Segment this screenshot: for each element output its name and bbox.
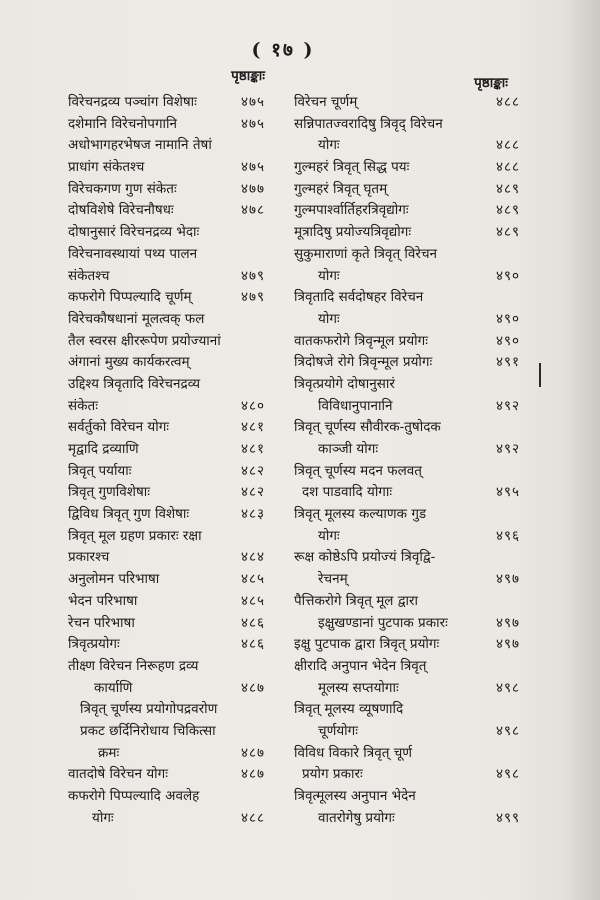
entry-line <box>68 613 265 635</box>
index-entry <box>294 374 520 417</box>
entry-continuation-line <box>68 743 265 765</box>
index-entry <box>294 92 520 114</box>
entry-title: काञ्जी योगः <box>318 441 379 457</box>
index-entry <box>68 526 265 569</box>
entry-line <box>68 200 265 222</box>
entry-page-number: ४८६ <box>240 614 265 631</box>
entry-line <box>68 764 265 786</box>
entry-title: इक्षुखण्डानां पुटपाक प्रकारः <box>318 614 448 631</box>
entry-line <box>68 222 265 244</box>
index-entry <box>294 461 520 504</box>
entry-continuation-line <box>294 482 520 504</box>
index-entry <box>68 135 265 178</box>
entry-continuation-line <box>294 135 520 157</box>
entry-page-number: ४८५ <box>240 571 265 588</box>
entry-title: क्रमः <box>98 744 120 761</box>
entry-page-number: ४९२ <box>495 397 520 414</box>
entry-page-number: ४८२ <box>240 484 265 501</box>
entry-page-number: ४८७ <box>240 766 265 783</box>
entry-line <box>68 569 265 591</box>
entry-page-number: ४८२ <box>240 462 265 479</box>
entry-continuation-line <box>294 439 520 461</box>
entry-page-number: ४९० <box>495 310 520 327</box>
index-entry <box>294 244 520 287</box>
entry-page-number: ४९१ <box>495 354 520 371</box>
entry-page-number: ४८९ <box>495 180 520 197</box>
entry-page-number: ४९६ <box>495 527 520 544</box>
index-entry <box>68 114 265 136</box>
entry-line <box>68 439 265 461</box>
index-entry <box>68 200 265 222</box>
entry-title: विरेचकौषधानां मूलत्वक् फल <box>68 310 205 327</box>
entry-page-number: ४७५ <box>240 159 265 176</box>
index-entry <box>68 439 265 461</box>
index-entry <box>68 613 265 635</box>
entry-title: वातकफरोगे त्रिवृन्मूल प्रयोगः <box>294 332 428 349</box>
entry-line <box>294 222 520 244</box>
entry-continuation-line <box>294 808 520 830</box>
entry-title: प्रकारश्च <box>68 549 110 566</box>
entry-continuation-line <box>294 396 520 418</box>
entry-page-number: ४७९ <box>240 289 265 306</box>
index-entry <box>294 656 520 699</box>
entry-title: चूर्णयोगः <box>318 722 358 739</box>
entry-continuation-line <box>68 721 265 743</box>
left-page-column-label: पृष्ठाङ्काः <box>231 68 265 84</box>
entry-page-number: ४८४ <box>240 549 265 566</box>
entry-line <box>294 699 520 721</box>
entry-title: विरेचनावस्थायां पथ्य पालन <box>68 245 198 262</box>
index-entry <box>294 157 520 179</box>
index-entry <box>68 287 265 309</box>
entry-title: त्रिवृत् चूर्णस्य सौवीरक-तुषोदक <box>294 419 441 436</box>
entry-line <box>68 526 265 548</box>
entry-page-number: ४७८ <box>240 202 265 219</box>
entry-page-number: ४८७ <box>240 744 265 761</box>
entry-page-number: ४८८ <box>495 94 520 110</box>
entry-page-number: ४९८ <box>495 679 520 696</box>
entry-title: विरेचनद्रव्य पञ्चांग विशेषाः <box>68 94 197 110</box>
entry-title: तीक्ष्ण विरेचन निरूहण द्रव्य <box>68 657 199 674</box>
index-entry <box>68 482 265 504</box>
entry-line <box>68 591 265 613</box>
entry-page-number: ४७९ <box>240 267 265 284</box>
entry-title: अनुलोमन परिभाषा <box>68 571 160 588</box>
entry-line <box>68 699 265 721</box>
entry-page-number: ४८६ <box>240 636 265 653</box>
entry-line <box>294 200 520 222</box>
entry-continuation-line <box>68 547 265 569</box>
index-entry <box>294 331 520 353</box>
left-index-column <box>68 92 265 829</box>
entry-title: विरेचन चूर्णम् <box>294 94 358 110</box>
entry-title: वातरोगेषु प्रयोगः <box>318 809 395 826</box>
index-entry <box>294 179 520 201</box>
entry-title: क्षीरादि अनुपान भेदेन त्रिवृत् <box>294 657 427 674</box>
entry-line <box>294 547 520 569</box>
index-entry <box>68 764 265 786</box>
entry-line <box>68 135 265 157</box>
entry-title: प्रयोग प्रकारः <box>302 766 363 783</box>
entry-line <box>68 417 265 439</box>
entry-title: त्रिवृत् चूर्णस्य मदन फलवत् <box>294 462 422 479</box>
entry-line <box>68 244 265 266</box>
entry-continuation-line <box>294 721 520 743</box>
entry-page-number: ४८८ <box>240 809 265 826</box>
index-entry <box>294 634 520 656</box>
entry-title: इक्षु पुटपाक द्वारा त्रिवृत् प्रयोगः <box>294 636 440 653</box>
entry-page-number: ४९२ <box>495 441 520 457</box>
entry-title: रेचन परिभाषा <box>68 614 135 631</box>
index-entry <box>294 743 520 786</box>
entry-line <box>294 157 520 179</box>
entry-line <box>294 352 520 374</box>
index-entry <box>68 244 265 287</box>
entry-line <box>294 331 520 353</box>
right-page-column-label: पृष्ठाङ्काः <box>474 75 508 91</box>
entry-line <box>68 92 265 114</box>
entry-title: गुल्महरं त्रिवृत् घृतम् <box>294 180 388 197</box>
page-edge-shadow <box>566 0 600 900</box>
index-entry <box>294 114 520 157</box>
entry-page-number: ४८८ <box>495 159 520 176</box>
entry-continuation-line <box>68 396 265 418</box>
entry-title: त्रिवृत् चूर्णस्य प्रयोगोपद्रवरोण <box>80 701 218 718</box>
entry-line <box>294 504 520 526</box>
entry-page-number: ४८३ <box>240 506 265 523</box>
entry-line <box>294 656 520 678</box>
entry-page-number: ४८८ <box>495 137 520 154</box>
entry-title: संकेतश्च <box>68 267 110 284</box>
entry-line <box>68 504 265 526</box>
entry-title: कफरोगे पिप्पल्यादि चूर्णम् <box>68 289 192 306</box>
entry-title: संकेतः <box>68 397 98 414</box>
index-entry <box>294 699 520 742</box>
index-entry <box>68 504 265 526</box>
entry-page-number: ४७५ <box>240 94 265 110</box>
index-entry <box>68 222 265 244</box>
entry-continuation-line <box>68 678 265 700</box>
index-entry <box>68 569 265 591</box>
index-entry <box>68 309 265 374</box>
index-entry <box>294 547 520 590</box>
index-entry <box>294 591 520 634</box>
entry-title: दश पाडवादि योगाः <box>302 484 393 501</box>
entry-title: कार्याणि <box>94 679 133 696</box>
entry-line <box>68 179 265 201</box>
entry-title: पैत्तिकरोगे त्रिवृत् मूल द्वारा <box>294 592 419 609</box>
index-entry <box>68 699 265 764</box>
entry-title: प्राधांग संकेतश्च <box>68 159 145 176</box>
entry-title: दोषविशेषे विरेचनौषधः <box>68 202 174 219</box>
entry-continuation-line <box>294 309 520 331</box>
index-entry <box>294 504 520 547</box>
entry-title: त्रिवृत् मूलस्य कल्याणक गुड <box>294 506 427 523</box>
entry-line <box>68 374 265 396</box>
entry-line <box>294 591 520 613</box>
entry-title: भेदन परिभाषा <box>68 592 138 609</box>
right-index-column <box>294 92 520 829</box>
entry-title: कफरोगे पिप्पल्यादि अवलेह <box>68 788 200 804</box>
entry-title: त्रिवृत्प्रयोगे दोषानुसारं <box>294 375 395 392</box>
entry-title: योगः <box>318 137 340 154</box>
entry-line <box>68 786 265 808</box>
entry-line <box>68 114 265 136</box>
entry-title: सुकुमाराणां कृते त्रिवृत् विरेचन <box>294 245 438 262</box>
entry-title: गुल्महरं त्रिवृत् सिद्ध पयः <box>294 159 410 176</box>
entry-title: सर्वर्तुको विरेचन योगः <box>68 419 170 436</box>
entry-title: मूलस्य सप्तयोगाः <box>318 679 399 696</box>
index-entry <box>294 786 520 829</box>
entry-title: त्रिदोषजे रोगे त्रिवृन्मूल प्रयोगः <box>294 354 433 371</box>
index-entry <box>294 200 520 222</box>
index-entry <box>294 417 520 460</box>
entry-continuation-line <box>294 613 520 635</box>
index-entry <box>68 786 265 829</box>
entry-title: त्रिवृत्मूलस्य अनुपान भेदेन <box>294 788 416 804</box>
entry-page-number: ४७७ <box>240 180 265 197</box>
index-entry <box>68 179 265 201</box>
entry-title: गुल्मपार्श्वार्तिहरत्रिवृद्योगः <box>294 202 409 219</box>
entry-continuation-line <box>294 266 520 288</box>
entry-page-number: ४९० <box>495 267 520 284</box>
entry-line <box>294 634 520 656</box>
entry-title: अंगानां मुख्य कार्यकरत्वम् <box>68 354 190 371</box>
entry-title: वातदोषे विरेचन योगः <box>68 766 168 783</box>
entry-line <box>68 656 265 678</box>
index-entry <box>68 417 265 439</box>
entry-continuation-line <box>294 569 520 591</box>
entry-page-number: ४८१ <box>240 419 265 436</box>
entry-title: विविधानुपानानि <box>318 397 393 414</box>
entry-continuation-line <box>294 678 520 700</box>
entry-title: योगः <box>92 809 114 826</box>
entry-title: सन्निपातज्वरादिषु त्रिवृद् विरेचन <box>294 115 443 132</box>
entry-page-number: ४८७ <box>240 679 265 696</box>
entry-continuation-line <box>294 764 520 786</box>
index-entry <box>68 374 265 417</box>
index-entry <box>68 92 265 114</box>
entry-continuation-line <box>68 331 265 353</box>
entry-line <box>68 461 265 483</box>
entry-continuation-line <box>294 526 520 548</box>
index-entry <box>68 591 265 613</box>
entry-continuation-line <box>68 266 265 288</box>
entry-page-number: ४९० <box>495 332 520 349</box>
entry-title: मूत्रादिषु प्रयोज्यत्रिवृद्योगः <box>294 224 412 241</box>
entry-page-number: ४७५ <box>240 115 265 132</box>
entry-line <box>68 482 265 504</box>
entry-line <box>68 309 265 331</box>
entry-page-number: ४९७ <box>495 636 520 653</box>
entry-page-number: ४८९ <box>495 224 520 241</box>
entry-title: त्रिवृत् पर्यायाः <box>68 462 132 479</box>
entry-title: त्रिवृतादि सर्वदोषहर विरेचन <box>294 289 424 306</box>
entry-line <box>294 92 520 114</box>
entry-title: योगः <box>318 527 340 544</box>
page-number: ( १७ ) <box>251 39 315 61</box>
entry-title: दोषानुसारं विरेचनद्रव्य भेदाः <box>68 224 200 241</box>
entry-title: त्रिवृत्प्रयोगः <box>68 636 120 653</box>
index-entry <box>294 352 520 374</box>
entry-title: अधोभागहरभेषज नामानि तेषां <box>68 137 212 154</box>
entry-line <box>294 786 520 808</box>
entry-page-number: ४८९ <box>495 202 520 219</box>
entry-line <box>294 743 520 765</box>
index-entry <box>68 634 265 656</box>
entry-title: द्विविध त्रिवृत् गुण विशेषाः <box>68 506 190 523</box>
entry-page-number: ४९९ <box>495 809 520 826</box>
entry-line <box>294 179 520 201</box>
entry-title: योगः <box>318 310 340 327</box>
entry-title: योगः <box>318 267 340 284</box>
entry-title: विरेचकगण गुण संकेतः <box>68 180 177 197</box>
entry-title: त्रिवृत् मूल ग्रहण प्रकारः रक्षा <box>68 527 202 544</box>
entry-page-number: ४९८ <box>495 766 520 783</box>
entry-page-number: ४९७ <box>495 614 520 631</box>
index-entry <box>294 287 520 330</box>
entry-line <box>294 244 520 266</box>
entry-title: त्रिवृत् मूलस्य व्यूषणादि <box>294 701 404 718</box>
entry-title: उद्दिश्य त्रिवृतादि विरेचनद्रव्य <box>68 375 201 392</box>
entry-continuation-line <box>68 808 265 830</box>
entry-title: त्रिवृत् गुणविशेषाः <box>68 484 151 501</box>
entry-line <box>294 417 520 439</box>
entry-line <box>68 287 265 309</box>
entry-page-number: ४८१ <box>240 441 265 457</box>
entry-line <box>294 114 520 136</box>
entry-continuation-line <box>68 157 265 179</box>
entry-title: रेचनम् <box>318 571 348 588</box>
entry-line <box>294 374 520 396</box>
entry-title: विविध विकारे त्रिवृत् चूर्ण <box>294 744 413 761</box>
entry-line <box>294 461 520 483</box>
index-entry <box>294 222 520 244</box>
entry-page-number: ४९८ <box>495 722 520 739</box>
entry-page-number: ४८५ <box>240 592 265 609</box>
entry-line <box>294 287 520 309</box>
entry-continuation-line <box>68 352 265 374</box>
entry-title: प्रकट छर्दिनिरोधाय चिकित्सा <box>80 722 216 739</box>
entry-page-number: ४९७ <box>495 571 520 588</box>
index-entry <box>68 656 265 699</box>
entry-title: तैल स्वरस क्षीररूपेण प्रयोज्यानां <box>68 332 221 349</box>
entry-title: रूक्ष कोष्ठेऽपि प्रयोज्यं त्रिवृद्वि- <box>294 549 436 566</box>
entry-title: दशेमानि विरेचनोपगानि <box>68 115 178 132</box>
margin-mark <box>539 363 541 387</box>
entry-page-number: ४९५ <box>495 484 520 501</box>
entry-title: मृद्वादि द्रव्याणि <box>68 441 139 457</box>
index-entry <box>68 461 265 483</box>
entry-page-number: ४८० <box>240 397 265 414</box>
entry-line <box>68 634 265 656</box>
